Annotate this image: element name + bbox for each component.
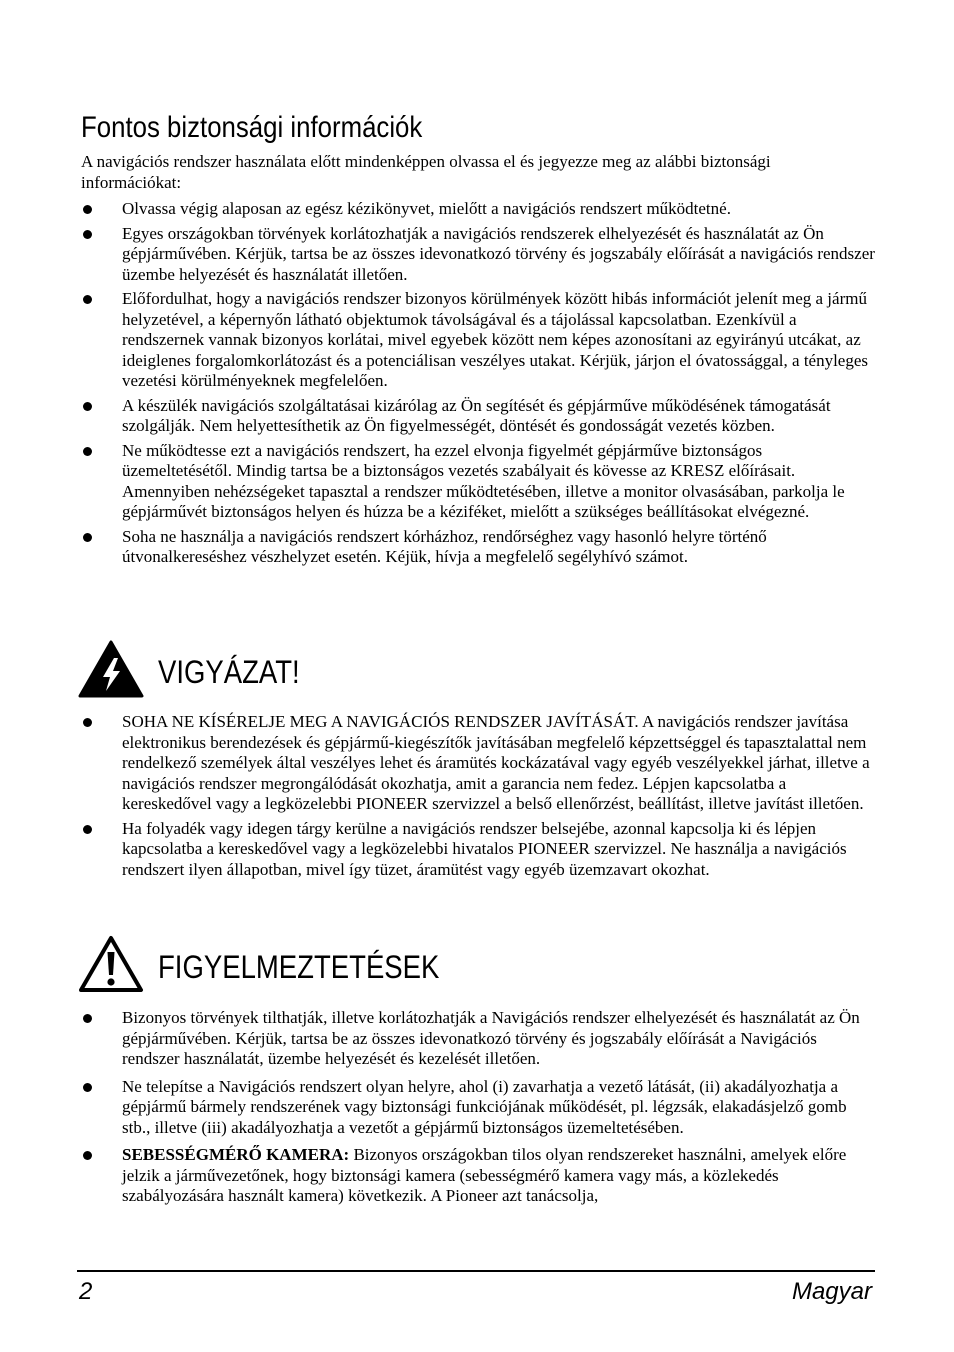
warnings-heading: [78, 935, 485, 998]
bullet-icon: [83, 230, 92, 239]
caution-title: VIGYÁZAT!: [158, 653, 300, 690]
lightning-warning-icon: [78, 640, 144, 703]
page-title: Fontos biztonsági információk: [81, 111, 423, 144]
footer-language: Magyar: [791, 1278, 872, 1305]
bullet-icon: [83, 718, 92, 727]
bullet-icon: [83, 533, 92, 542]
list-item: Egyes országokban törvények korlátozhatják a navigációs rendszerek elhelyezését és használatát az Ön gépjárművében. Kérjük, tartsa be az összes idevonatkozó törvény és jogszabály előírását a navigációs rendszer üzembe helyezését és használatát illetően.: [81, 224, 876, 286]
list-item: A készülék navigációs szolgáltatásai kizárólag az Ön segítését és gépjárműve működésének támogatását szolgálják. Nem helyettesíthetik az Ön figyelmességét, döntését és gondosságát vezetés közben.: [81, 396, 876, 437]
bullet-icon: [83, 1151, 92, 1160]
intro-text: A navigációs rendszer használata előtt mindenképpen olvassa el és jegyezze meg az alábbi biztonsági információkat:: [81, 152, 771, 192]
list-item: Előfordulhat, hogy a navigációs rendszer bizonyos körülmények között hibás információt jelenít meg a jármű helyzetével, a képernyőn látható objektumok távolságával és a tájolással kapcsolatban. Ezenkívül a rendszernek vannak bizonyos korlátai, mivel egyebek között nem képes azonosítani az egyirányú utcákat, az ideiglenes forgalomkorlátozást és a potenciálisan veszélyes utakat. Kérjük, járjon el óvatossággal, a tényleges vezetési körülményeknek megfelelően.: [81, 289, 876, 392]
bullet-icon: [83, 402, 92, 411]
list-item: [81, 1145, 876, 1207]
bullet-icon: [83, 1014, 92, 1023]
list-item: SOHA NE KÍSÉRELJE MEG A NAVIGÁCIÓS RENDSZER JAVÍTÁSÁT. A navigációs rendszer javítása elektronikus berendezések és gépjármű-kiegészítők javításában megfelelő képzettséggel és tapasztalattal nem rendelkező személyek által veszélyes lehet és áramütés kockázatával vagy egyéb veszélyekkel járhat, illetve a navigációs rendszer megrongálódását okozhatja, amit a garancia nem fedez. Lépjen kapcsolatba a kereskedővel vagy a legközelebbi PIONEER szervizzel a belső ellenőrzést, beállítást, illetve javítást illetően.: [81, 712, 876, 815]
speed-camera-label: SEBESSÉGMÉRŐ KAMERA:: [122, 1145, 350, 1164]
list-item: Ne telepítse a Navigációs rendszert olyan helyre, ahol (i) zavarhatja a vezető látását, (ii) akadályozhatja a gépjármű bármely rendszerének vagy biztonsági funkciójának működését, pl. légzsák, elakadásjelző gomb stb., illetve (iii) akadályozhatja a vezetőt a gépjármű biztonságos üzemeltetésében.: [81, 1077, 876, 1139]
caution-list: [81, 712, 876, 884]
list-item: Olvassa végig alaposan az egész kézikönyvet, mielőtt a navigációs rendszert működtetné.: [81, 199, 876, 220]
page-number: 2: [79, 1278, 93, 1305]
list-item: Ne működtesse ezt a navigációs rendszert, ha ezzel elvonja figyelmét gépjárműve biztonságos üzemeltetésétől. Mindig tartsa be a biztonságos vezetés szabályait és kövesse az KRESZ előírásait. Amennyiben nehézségeket tapasztal a rendszer működtetésében, illetve a monitor olvasásában, parkolja le gépjárművét biztonságos helyen és húzza be a kéziféket, mielőtt a szükséges beállításokat elvégezné.: [81, 441, 876, 523]
list-item: Ha folyadék vagy idegen tárgy kerülne a navigációs rendszer belsejébe, azonnal kapcsolja ki és lépjen kapcsolatba a kereskedővel vagy a legközelebbi hivatalos PIONEER szervizzel. Ne használja a navigációs rendszert ilyen állapotban, mivel így tüzet, áramütést vagy egyéb üzemzavart okozhat.: [81, 819, 876, 881]
bullet-icon: [83, 825, 92, 834]
warnings-title: FIGYELMEZTETÉSEK: [158, 948, 440, 985]
bullet-icon: [83, 1083, 92, 1092]
bullet-icon: [83, 205, 92, 214]
bullet-icon: [83, 447, 92, 456]
warnings-list: [81, 1008, 876, 1214]
list-item: Soha ne használja a navigációs rendszert kórházhoz, rendőrséghez vagy hasonló helyre történő útvonalkereséshez vészhelyzet esetén. Kéjük, hívja a megfelelő segélyhívó számot.: [81, 527, 876, 568]
speed-camera-text: Bizonyos országokban tilos olyan rendszereket használni, amelyek előre jelzik a járművezetőnek, hogy biztonsági kamera (sebességmérő kamera vagy más, a közlekedés szabályozására használt kamera) következik. A Pioneer azt tanácsolja,: [122, 1145, 847, 1205]
list-item: Bizonyos törvények tilthatják, illetve korlátozhatják a Navigációs rendszer elhelyezését és használatát az Ön gépjárművében. Kérjük, tartsa be az összes idevonatkozó törvény és jogszabály előírását a Navigációs rendszer használatát, üzembe helyezését és kezelését illetően.: [81, 1008, 876, 1070]
footer-divider: [77, 1270, 875, 1272]
bullet-icon: [83, 295, 92, 304]
exclamation-warning-icon: [78, 935, 144, 998]
safety-list: [81, 199, 876, 572]
caution-heading: [78, 640, 323, 703]
